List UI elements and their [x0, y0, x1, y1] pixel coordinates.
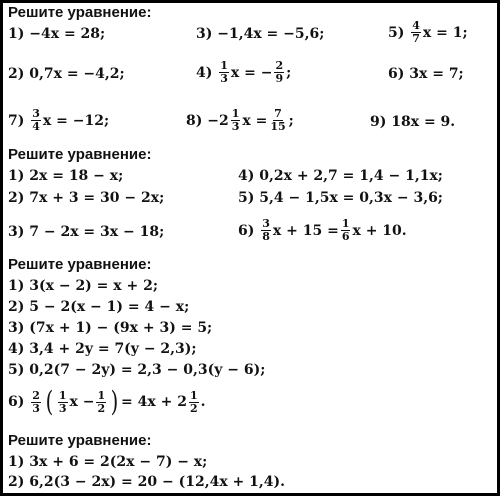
eq-number: 7): [8, 112, 25, 129]
fraction: $\frac{1}{3}$: [220, 59, 228, 85]
eq-number: 4): [196, 64, 213, 81]
fraction: $\frac{2}{3}$: [32, 388, 40, 415]
eq-number: 2): [8, 66, 25, 82]
s1-equation-7: [8, 108, 109, 133]
s3-equation-3: [8, 320, 212, 336]
eq-text: 0,2(7 − 2y) = 2,3 − 0,3(y − 6);: [29, 362, 266, 378]
eq-text: x = −: [230, 64, 273, 81]
fraction: $\frac{1}{3}$: [58, 388, 67, 415]
eq-number: 2): [8, 474, 25, 490]
eq-number: 2): [8, 190, 25, 206]
eq-number: 4): [238, 168, 255, 184]
eq-text: 18x = 9.: [391, 114, 456, 130]
s2-equation-6: [238, 218, 407, 243]
eq-text: 7 − 2x = 3x − 18;: [29, 224, 165, 240]
right-paren: ): [110, 385, 119, 418]
section1-header: Решите уравнение:: [8, 4, 152, 21]
s1-equation-2: [8, 66, 125, 82]
eq-number: 6): [238, 222, 255, 239]
fraction: $\frac{1}{2}$: [97, 388, 106, 415]
s3-equation-6: [8, 385, 206, 418]
eq-number: 6): [388, 66, 405, 82]
fraction: $\frac{3}{4}$: [32, 107, 40, 133]
eq-text: −2: [207, 112, 229, 129]
eq-number: 4): [8, 341, 25, 357]
fraction: $\frac{7}{15}$: [270, 107, 286, 133]
s1-equation-5: [388, 20, 468, 45]
s2-equation-4: [238, 168, 443, 184]
eq-text: .: [200, 394, 206, 410]
section2-header: Решите уравнение:: [8, 146, 152, 163]
fraction: $\frac{1}{2}$: [189, 388, 198, 415]
eq-text: 0,2x + 2,7 = 1,4 − 1,1x;: [259, 168, 443, 184]
eq-number: 1): [8, 454, 25, 470]
s3-equation-2: [8, 299, 189, 315]
s1-equation-3: [196, 26, 324, 42]
eq-text: x = −12;: [42, 112, 110, 129]
s1-equation-1: [8, 26, 105, 42]
s4-equation-1: [8, 454, 207, 470]
eq-number: 3): [8, 320, 25, 336]
eq-text: x =: [242, 112, 268, 129]
eq-text: 3x = 7;: [409, 66, 464, 82]
s4-equation-2: [8, 474, 285, 490]
section3-header: Решите уравнение:: [8, 256, 152, 273]
left-paren: (: [45, 385, 54, 418]
eq-text: −1,4x = −5,6;: [217, 26, 325, 42]
fraction: $\frac{2}{9}$: [275, 59, 284, 85]
eq-text: 2x = 18 − x;: [29, 168, 124, 184]
fraction: $\frac{4}{7}$: [412, 19, 420, 45]
s1-equation-8: [186, 108, 294, 133]
eq-text: (7x + 1) − (9x + 3) = 5;: [29, 320, 213, 336]
eq-text: x + 15 =: [272, 222, 339, 239]
eq-number: 2): [8, 299, 25, 315]
s3-equation-1: [8, 278, 158, 294]
eq-number: 3): [196, 26, 213, 42]
eq-text: 5,4 − 1,5x = 0,3x − 3,6;: [259, 190, 443, 206]
eq-text: 0,7x = −4,2;: [29, 66, 125, 82]
eq-text: = 4x + 2: [121, 394, 187, 410]
eq-number: 3): [8, 224, 25, 240]
eq-number: 8): [186, 112, 203, 129]
eq-text: 3(x − 2) = x + 2;: [29, 278, 159, 294]
section4-header: Решите уравнение:: [8, 432, 152, 449]
eq-number: 5): [388, 24, 405, 41]
s2-equation-5: [238, 190, 443, 206]
fraction: $\frac{1}{3}$: [231, 107, 240, 133]
eq-number: 1): [8, 278, 25, 294]
eq-number: 1): [8, 168, 25, 184]
s3-equation-5: [8, 362, 265, 378]
eq-number: 1): [8, 26, 25, 42]
eq-number: 6): [8, 394, 25, 410]
eq-text: x = 1;: [422, 24, 468, 41]
s2-equation-3: [8, 224, 164, 240]
eq-number: 9): [370, 114, 387, 130]
s2-equation-1: [8, 168, 123, 184]
eq-text: x + 10.: [352, 222, 407, 239]
eq-text: −4x = 28;: [29, 26, 106, 42]
s3-equation-4: [8, 341, 197, 357]
s1-equation-4: [196, 60, 291, 85]
eq-text: 3,4 + 2y = 7(y − 2,3);: [29, 341, 197, 357]
s2-equation-2: [8, 190, 164, 206]
fraction: $\frac{1}{6}$: [341, 217, 350, 243]
eq-text: 3x + 6 = 2(2x − 7) − x;: [29, 454, 208, 470]
eq-number: 5): [8, 362, 25, 378]
eq-number: 5): [238, 190, 255, 206]
eq-text: ;: [288, 112, 294, 129]
s1-equation-6: [388, 66, 464, 82]
eq-text: ;: [286, 64, 292, 81]
s1-equation-9: [370, 114, 455, 130]
eq-text: 5 − 2(x − 1) = 4 − x;: [29, 299, 190, 315]
eq-text: 6,2(3 − 2x) = 20 − (12,4x + 1,4).: [29, 474, 286, 490]
fraction: $\frac{3}{8}$: [262, 217, 270, 243]
eq-text: x −: [69, 394, 95, 410]
eq-text: 7x + 3 = 30 − 2x;: [29, 190, 165, 206]
